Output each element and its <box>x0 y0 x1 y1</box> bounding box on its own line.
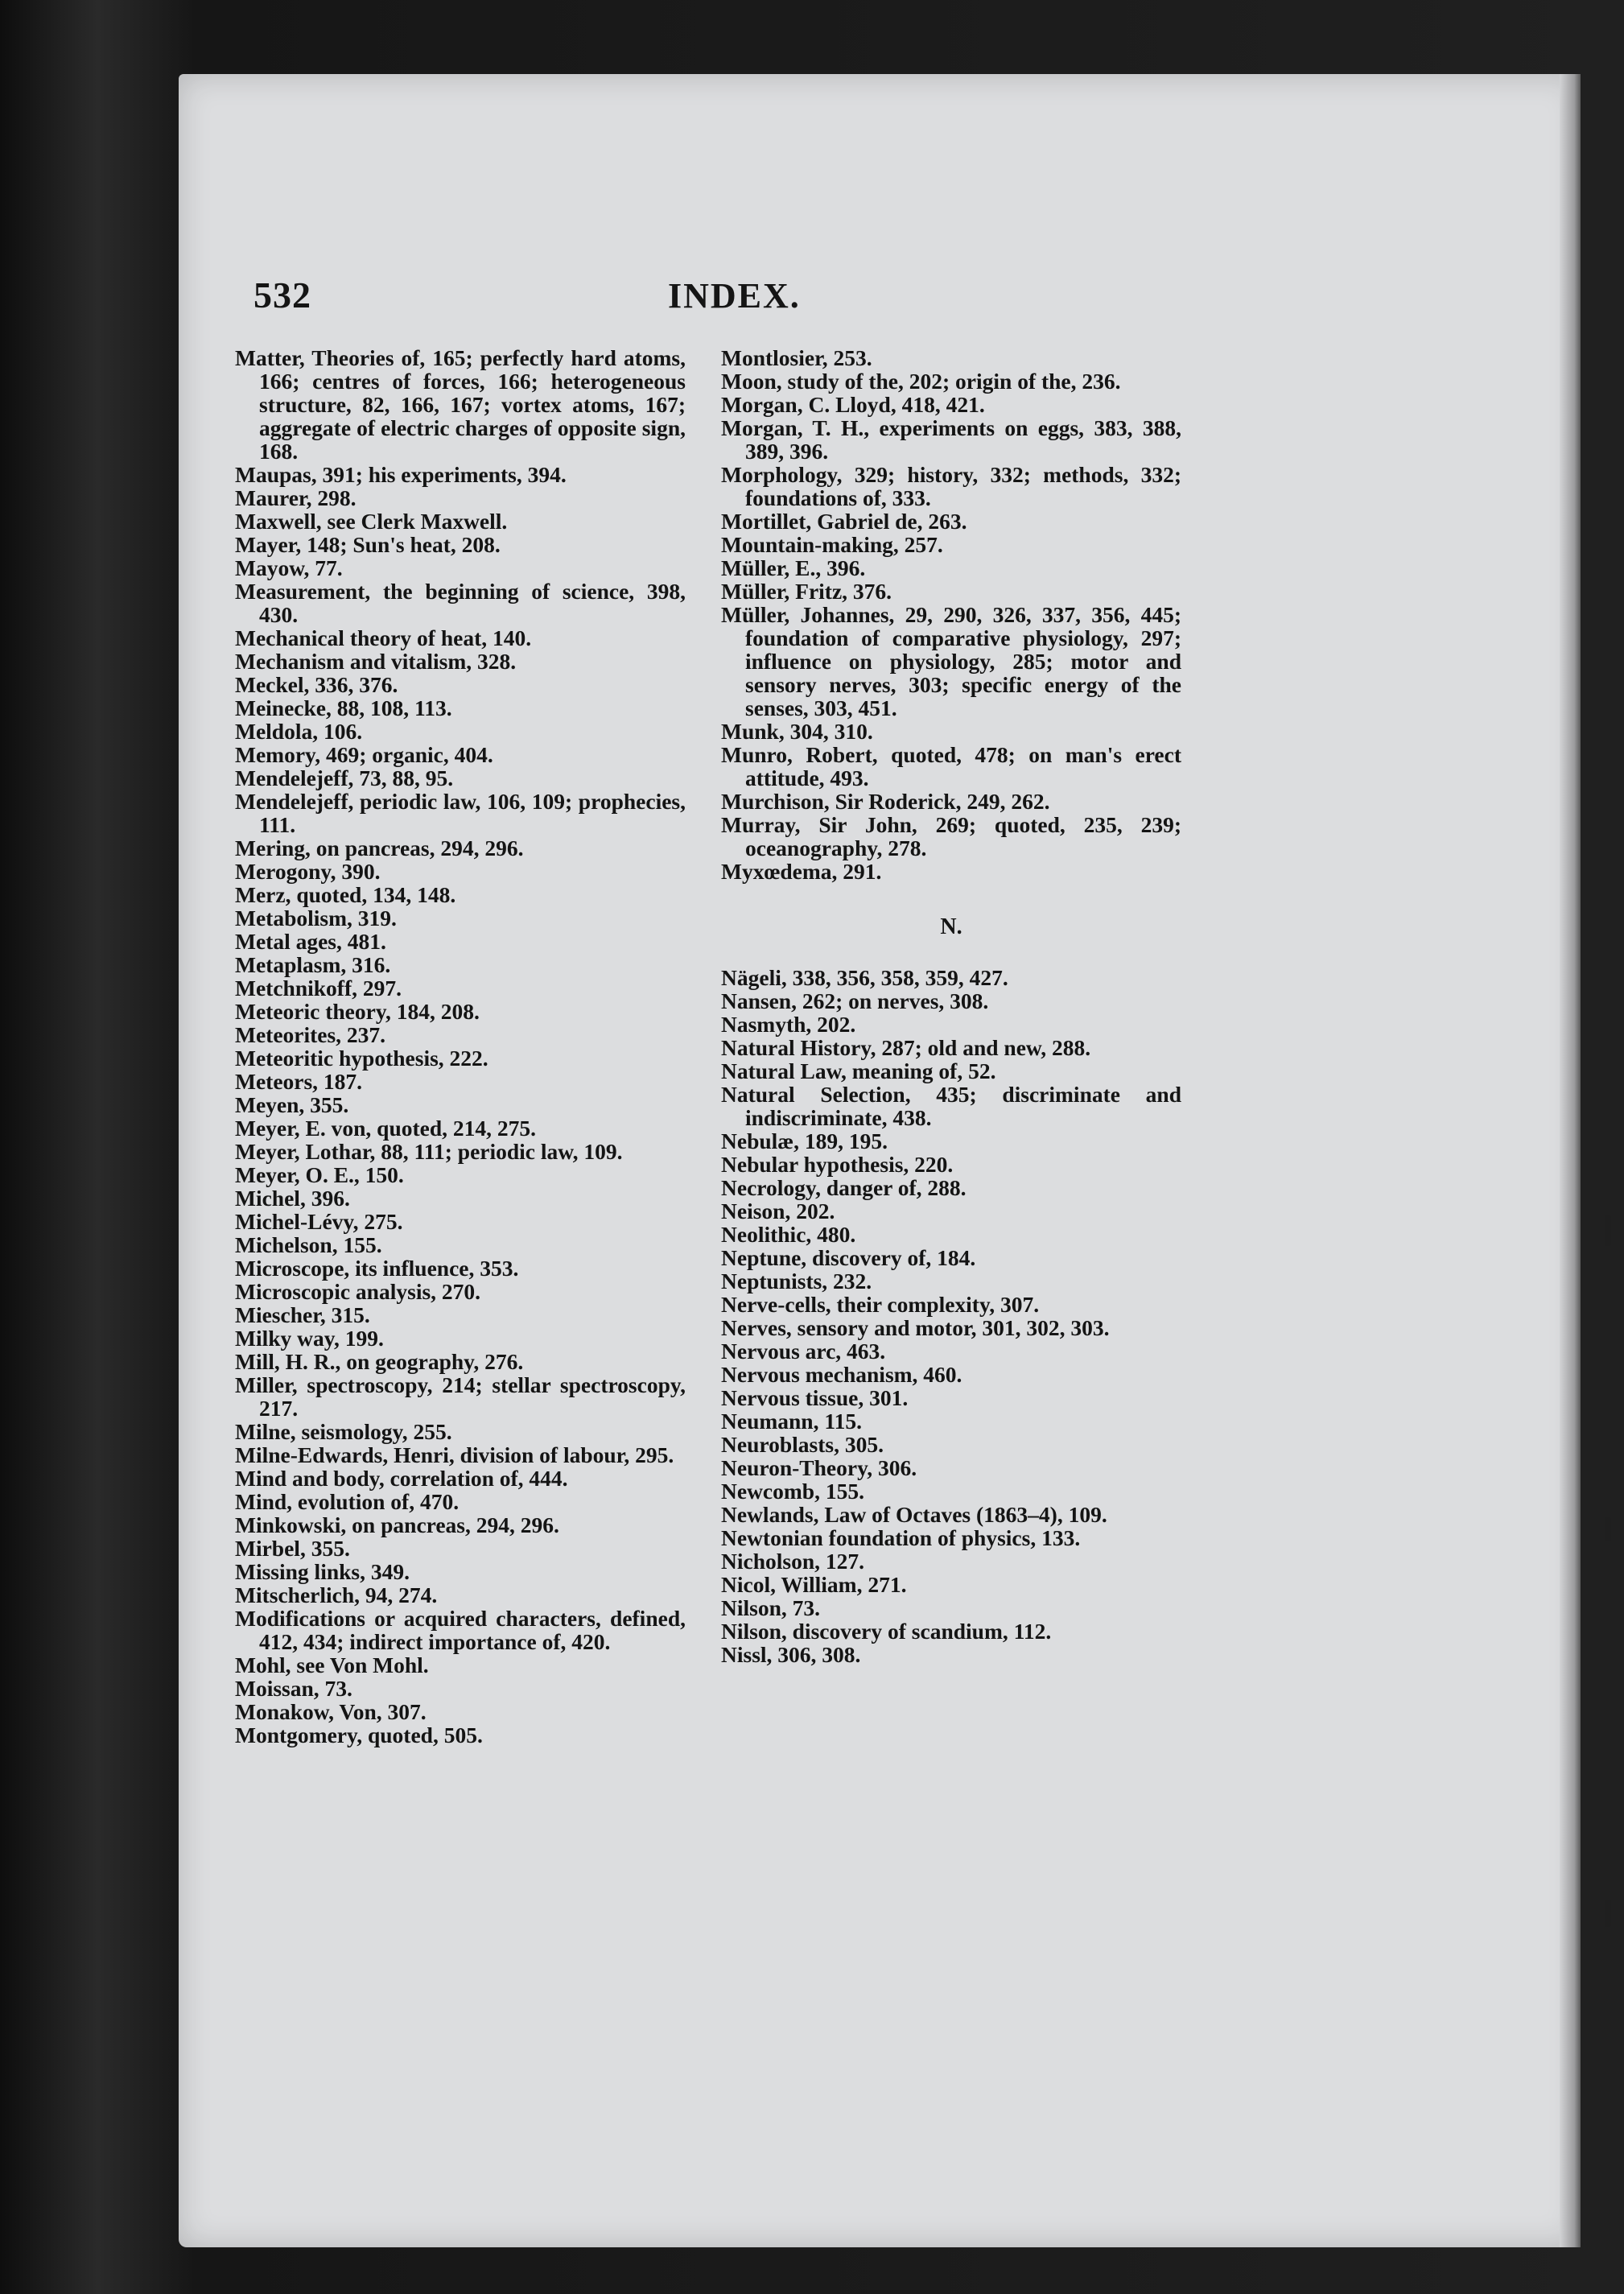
index-column-right <box>721 346 1181 1666</box>
index-entry: Neuroblasts, 305. <box>721 1432 884 1457</box>
index-entry: Mayow, 77. <box>235 555 343 580</box>
page-title: INDEX. <box>668 276 801 316</box>
index-entry: Michel, 396. <box>235 1186 350 1211</box>
index-entry: Moissan, 73. <box>235 1676 352 1701</box>
index-entry: Metabolism, 319. <box>235 906 397 930</box>
index-entry: Neumann, 115. <box>721 1409 862 1434</box>
index-entry: Nervous tissue, 301. <box>721 1385 909 1410</box>
index-entry: Mering, on pancreas, 294, 296. <box>235 835 524 860</box>
index-entry: Michelson, 155. <box>235 1232 382 1257</box>
index-entry: Michel-Lévy, 275. <box>235 1209 403 1234</box>
index-entry: Milky way, 199. <box>235 1326 384 1351</box>
index-entry: Neison, 202. <box>721 1199 835 1223</box>
index-entry: Neuron-Theory, 306. <box>721 1455 917 1480</box>
edge-mark <box>1605 1517 1611 1541</box>
index-entry: Merz, quoted, 134, 148. <box>235 882 456 907</box>
index-entry: Mendelejeff, 73, 88, 95. <box>235 765 454 790</box>
index-group-n <box>721 966 1181 1666</box>
index-entry: Mirbel, 355. <box>235 1536 350 1561</box>
index-entry: Nerves, sensory and motor, 301, 302, 303. <box>721 1315 1110 1340</box>
index-entry: Montlosier, 253. <box>721 345 872 370</box>
index-entry: Morgan, C. Lloyd, 418, 421. <box>721 392 985 417</box>
index-entry: Natural Selection, 435; discriminate and indiscriminate, 438. <box>721 1082 1181 1130</box>
index-entry: Mind and body, correlation of, 444. <box>235 1466 568 1491</box>
index-entry: Meckel, 336, 376. <box>235 672 398 697</box>
index-entry: Neolithic, 480. <box>721 1222 856 1247</box>
index-entry: Meteorites, 237. <box>235 1022 386 1047</box>
index-entry: Modifications or acquired characters, defined, 412, 434; indirect importance of, 420. <box>235 1606 686 1654</box>
index-entry: Meteoritic hypothesis, 222. <box>235 1046 488 1071</box>
index-entry: Nerve-cells, their complexity, 307. <box>721 1292 1040 1317</box>
index-entry: Neptune, discovery of, 184. <box>721 1245 976 1270</box>
index-entry: Mitscherlich, 94, 274. <box>235 1582 438 1607</box>
index-entry: Nervous mechanism, 460. <box>721 1362 962 1387</box>
index-entry: Meinecke, 88, 108, 113. <box>235 695 452 720</box>
index-entry: Newlands, Law of Octaves (1863–4), 109. <box>721 1502 1107 1527</box>
index-entry: Memory, 469; organic, 404. <box>235 742 493 767</box>
index-entry: Nilson, 73. <box>721 1595 821 1620</box>
index-entry: Meteoric theory, 184, 208. <box>235 999 480 1024</box>
index-group-m <box>721 346 1181 883</box>
index-entry: Merogony, 390. <box>235 859 381 884</box>
index-entry: Meteors, 187. <box>235 1069 363 1094</box>
index-entry: Necrology, danger of, 288. <box>721 1175 967 1200</box>
page-number: 532 <box>253 274 311 316</box>
index-entry: Neptunists, 232. <box>721 1269 872 1293</box>
index-entry: Milne-Edwards, Henri, division of labour, 295. <box>235 1442 674 1467</box>
index-entry: Mortillet, Gabriel de, 263. <box>721 509 967 534</box>
index-entry: Nasmyth, 202. <box>721 1012 856 1037</box>
index-entry: Missing links, 349. <box>235 1559 410 1584</box>
index-entry: Meyen, 355. <box>235 1092 349 1117</box>
index-entry: Mendelejeff, periodic law, 106, 109; prophecies, 111. <box>235 789 686 837</box>
edge-mark <box>1605 1900 1611 1927</box>
index-entry: Matter, Theories of, 165; perfectly hard atoms, 166; centres of forces, 166; heterogeneous structure, 82, 166, 167; vortex atoms, 167; aggregate of electric charges of opposite sign, 168. <box>235 345 686 464</box>
edge-mark <box>1605 1215 1611 1246</box>
index-entry: Miller, spectroscopy, 214; stellar spectroscopy, 217. <box>235 1372 686 1421</box>
index-entry: Milne, seismology, 255. <box>235 1419 452 1444</box>
index-entry: Mechanical theory of heat, 140. <box>235 625 532 650</box>
index-entry: Minkowski, on pancreas, 294, 296. <box>235 1512 559 1537</box>
index-entry: Maupas, 391; his experiments, 394. <box>235 462 567 487</box>
index-entry: Natural Law, meaning of, 52. <box>721 1058 996 1083</box>
index-entry: Miescher, 315. <box>235 1302 370 1327</box>
index-entry: Nicol, William, 271. <box>721 1572 907 1597</box>
index-entry: Moon, study of the, 202; origin of the, 236. <box>721 369 1121 394</box>
section-letter-heading: N. <box>940 914 962 939</box>
index-entry: Nansen, 262; on nerves, 308. <box>721 988 989 1013</box>
index-entry: Mind, evolution of, 470. <box>235 1489 460 1514</box>
index-entry: Munro, Robert, quoted, 478; on man's erect attitude, 493. <box>721 742 1181 790</box>
index-column-left <box>235 346 686 1747</box>
index-entry: Maxwell, see Clerk Maxwell. <box>235 509 508 534</box>
index-entry: Müller, E., 396. <box>721 555 866 580</box>
index-entry: Nicholson, 127. <box>721 1549 865 1574</box>
index-entry: Microscope, its influence, 353. <box>235 1256 519 1281</box>
index-entry: Nägeli, 338, 356, 358, 359, 427. <box>721 965 1008 990</box>
index-entry: Maurer, 298. <box>235 485 357 510</box>
index-entry: Murchison, Sir Roderick, 249, 262. <box>721 789 1050 814</box>
index-entry: Metal ages, 481. <box>235 929 386 954</box>
index-entry: Mayer, 148; Sun's heat, 208. <box>235 532 501 557</box>
index-entry: Meyer, O. E., 150. <box>235 1162 404 1187</box>
index-entry: Mechanism and vitalism, 328. <box>235 649 517 674</box>
index-entry: Newtonian foundation of physics, 133. <box>721 1525 1081 1550</box>
index-entry: Measurement, the beginning of science, 398, 430. <box>235 579 686 627</box>
index-entry: Nebulæ, 189, 195. <box>721 1128 888 1153</box>
index-entry: Nervous arc, 463. <box>721 1339 886 1364</box>
index-entry: Microscopic analysis, 270. <box>235 1279 481 1304</box>
index-entry: Munk, 304, 310. <box>721 719 873 744</box>
index-entry: Meldola, 106. <box>235 719 363 744</box>
index-entry: Myxœdema, 291. <box>721 859 882 884</box>
index-entry: Müller, Johannes, 29, 290, 326, 337, 356, 445; foundation of comparative physiology, 297; influence on physiology, 285; motor and sensory nerves, 303; specific energy of the senses, 303, 451. <box>721 602 1181 720</box>
index-entry: Meyer, E. von, quoted, 214, 275. <box>235 1116 537 1141</box>
index-entry: Murray, Sir John, 269; quoted, 235, 239; oceanography, 278. <box>721 812 1181 860</box>
index-entry: Nilson, discovery of scandium, 112. <box>721 1619 1052 1644</box>
index-entry: Müller, Fritz, 376. <box>721 579 892 604</box>
index-entry: Mill, H. R., on geography, 276. <box>235 1349 524 1374</box>
index-entry: Nissl, 306, 308. <box>721 1642 861 1667</box>
index-entry: Montgomery, quoted, 505. <box>235 1723 483 1747</box>
index-entry: Newcomb, 155. <box>721 1479 864 1504</box>
index-entry: Metchnikoff, 297. <box>235 976 402 1001</box>
index-entry: Morphology, 329; history, 332; methods, 332; foundations of, 333. <box>721 462 1181 510</box>
index-entry: Meyer, Lothar, 88, 111; periodic law, 109. <box>235 1139 623 1164</box>
index-entry: Morgan, T. H., experiments on eggs, 383, 388, 389, 396. <box>721 415 1181 464</box>
index-entry: Mohl, see Von Mohl. <box>235 1652 429 1677</box>
page-edge <box>1560 74 1581 2247</box>
index-entry: Mountain-making, 257. <box>721 532 943 557</box>
index-entry: Natural History, 287; old and new, 288. <box>721 1035 1091 1060</box>
index-entry: Monakow, Von, 307. <box>235 1699 427 1724</box>
index-entry: Metaplasm, 316. <box>235 952 391 977</box>
index-entry: Nebular hypothesis, 220. <box>721 1152 954 1177</box>
